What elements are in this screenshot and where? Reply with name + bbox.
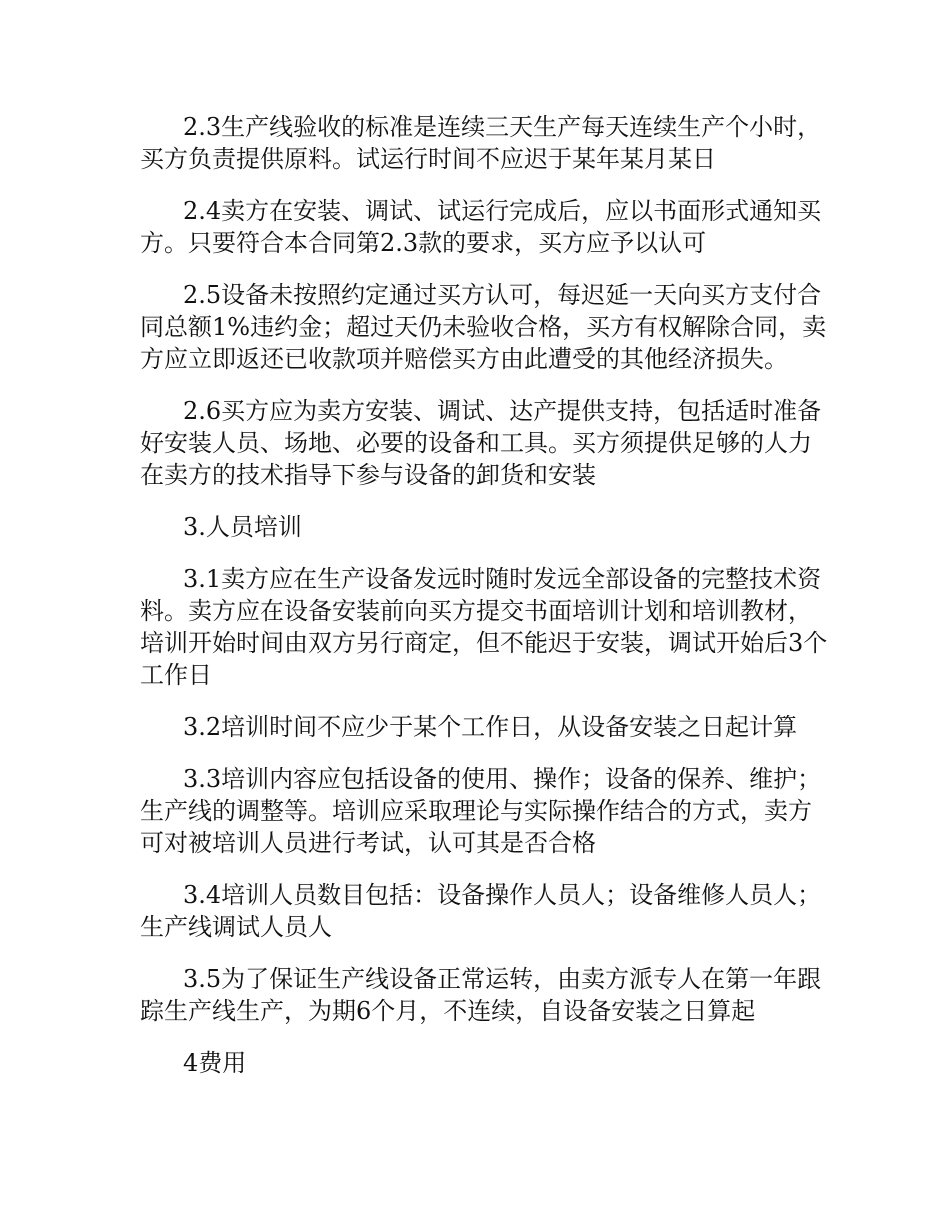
paragraph-2-4: 2.4卖方在安装、调试、试运行完成后，应以书面形式通知买方。只要符合本合同第2.3款的要求，买方应予以认可	[140, 197, 822, 257]
paragraph-2-3: 2.3生产线验收的标准是连续三天生产每天连续生产个小时，买方负责提供原料。试运行时间不应迟于某年某月某日	[140, 113, 822, 173]
section-heading-3: 3.人员培训	[183, 513, 302, 541]
paragraph-2-6: 2.6买方应为卖方安装、调试、达产提供支持，包括适时准备好安装人员、场地、必要的设备和工具。买方须提供足够的人力在卖方的技术指导下参与设备的卸货和安装	[140, 397, 822, 489]
paragraph-3-5: 3.5为了保证生产线设备正常运转，由卖方派专人在第一年跟踪生产线生产，为期6个月，不连续，自设备安装之日算起	[140, 965, 822, 1025]
paragraph-3-2: 3.2培训时间不应少于某个工作日，从设备安装之日起计算	[183, 713, 798, 741]
section-heading-4: 4费用	[183, 1049, 247, 1077]
paragraph-2-5: 2.5设备未按照约定通过买方认可，每迟延一天向买方支付合同总额1%违约金；超过天仍未验收合格，买方有权解除合同，卖方应立即返还已收款项并赔偿买方由此遭受的其他经济损失。	[140, 281, 827, 373]
document-body	[140, 111, 830, 1099]
paragraph-3-4: 3.4培训人员数目包括：设备操作人员人；设备维修人员人；生产线调试人员人	[140, 881, 822, 941]
paragraph-3-1: 3.1卖方应在生产设备发远时随时发远全部设备的完整技术资料。卖方应在设备安装前向买方提交书面培训计划和培训教材，培训开始时间由双方另行商定，但不能迟于安装，调试开始后3个工作日	[140, 565, 828, 689]
paragraph-3-3: 3.3培训内容应包括设备的使用、操作；设备的保养、维护；生产线的调整等。培训应采取理论与实际操作结合的方式，卖方可对被培训人员进行考试，认可其是否合格	[140, 765, 822, 857]
